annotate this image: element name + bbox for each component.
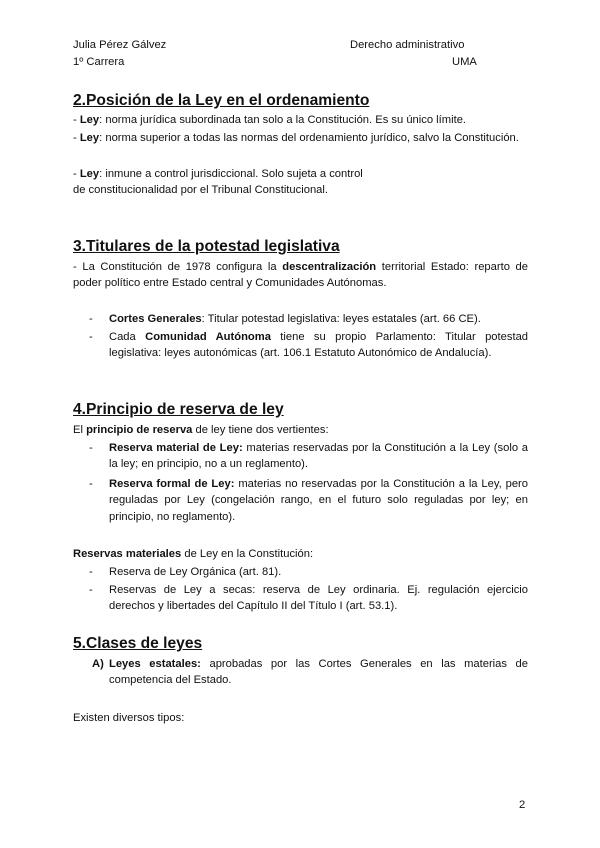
line-text: : norma superior a todas las normas del ordenamiento jurídico, salvo la Constitución. (99, 132, 519, 144)
list-item (89, 564, 528, 580)
line-text: : norma jurídica subordinada tan solo a la Constitución. Es su único límite. (99, 114, 467, 126)
term-descentralizacion: descentralización (282, 261, 377, 273)
intro-text: - La Constitución de 1978 configura la (73, 261, 283, 273)
term-principio-reserva: principio de reserva (86, 424, 193, 436)
list-dash: - (89, 566, 93, 578)
item-text: Cada (109, 331, 146, 343)
header-author: Julia Pérez Gálvez (73, 39, 167, 51)
list-dash: - (89, 331, 93, 343)
list-item (89, 440, 528, 473)
list-dash: - (89, 313, 93, 325)
list-item (89, 311, 528, 327)
intro-text: de ley tiene dos vertientes: (192, 424, 329, 436)
header-course: 1º Carrera (73, 56, 125, 68)
lettered-item-text (109, 656, 528, 689)
item-label: A) (92, 658, 104, 670)
header-university: UMA (452, 56, 477, 68)
reservas-materiales-intro (73, 546, 528, 562)
existen-tipos: Existen diversos tipos: (73, 712, 185, 724)
section-4-title: 4.Principio de reserva de ley (73, 401, 284, 418)
list-dash: - (89, 478, 93, 490)
item-text: : Titular potestad legislativa: leyes estatales (art. 66 CE). (201, 313, 481, 325)
item-text: tiene su propio Parlamento: Titular potestad legislativa: leyes autonómicas (art. 106.1 Estatuto Autonómico de Andalucía). (109, 331, 529, 360)
term-leyes-estatales: Leyes estatales: (109, 658, 201, 670)
term-reserva-formal: Reserva formal de Ley: (109, 478, 235, 490)
section-4-intro (73, 422, 528, 438)
list-item (89, 329, 529, 362)
lettered-item-a (92, 656, 528, 689)
intro-text: territorial Estado: reparto de poder político entre Estado central y Comunidades Autónomas. (73, 261, 528, 290)
list-item (89, 476, 528, 525)
intro-text: de Ley en la Constitución: (181, 548, 314, 560)
list-item-text: Reservas de Ley a secas: reserva de Ley ordinaria. Ej. regulación ejercicio derechos y libertades del Capítulo II del Título I (art. 53.1). (109, 584, 528, 613)
line-text: : inmune a control jurisdiccional. Solo sujeta a control de constitucionalidad por el Tribunal Constitucional. (73, 168, 363, 197)
section-2-line-3: - Ley: inmune a control jurisdiccional. Solo sujeta a control de constitucionalidad por el Tribunal Constitucional. (73, 168, 363, 197)
list-dash: - (89, 442, 93, 454)
page-number: 2 (519, 799, 526, 811)
intro-text: El (73, 424, 87, 436)
term-ley: Ley (79, 114, 100, 126)
item-text: materias no reservadas por la Constitución a la Ley, pero reguladas por Ley (congelación rango, en el futuro solo reguladas por ley; en principio, no reglamento). (109, 478, 528, 523)
section-2-line-2: - Ley: norma superior a todas las normas del ordenamiento jurídico, salvo la Constitución. (73, 132, 519, 144)
list-item-text (109, 311, 528, 327)
term-comunidad-autonoma: Comunidad Autónoma (145, 331, 271, 343)
term-ley: Ley (79, 168, 100, 180)
term-reservas-materiales: Reservas materiales (73, 548, 182, 560)
section-3-title: 3.Titulares de la potestad legislativa (73, 238, 340, 255)
list-item-text (109, 440, 528, 473)
list-item-text (109, 476, 528, 525)
section-2-title: 2.Posición de la Ley en el ordenamiento (73, 92, 370, 109)
term-cortes-generales: Cortes Generales (109, 313, 202, 325)
list-item (89, 582, 528, 615)
section-3-intro (73, 259, 528, 292)
term-reserva-material: Reserva material de Ley: (109, 442, 243, 454)
term-ley: Ley (79, 132, 100, 144)
header-subject: Derecho administrativo (350, 39, 465, 51)
section-2-line-1: - Ley: norma jurídica subordinada tan solo a la Constitución. Es su único límite. (73, 114, 467, 126)
list-dash: - (89, 584, 93, 596)
list-item-text: Reserva de Ley Orgánica (art. 81). (109, 566, 282, 578)
list-item-text (109, 329, 528, 362)
section-5-title: 5.Clases de leyes (73, 635, 203, 652)
item-text: materias reservadas por la Constitución a la Ley (solo a la ley; en principio, no a un reglamento). (109, 442, 528, 471)
item-text: aprobadas por las Cortes Generales en las materias de competencia del Estado. (109, 658, 528, 687)
